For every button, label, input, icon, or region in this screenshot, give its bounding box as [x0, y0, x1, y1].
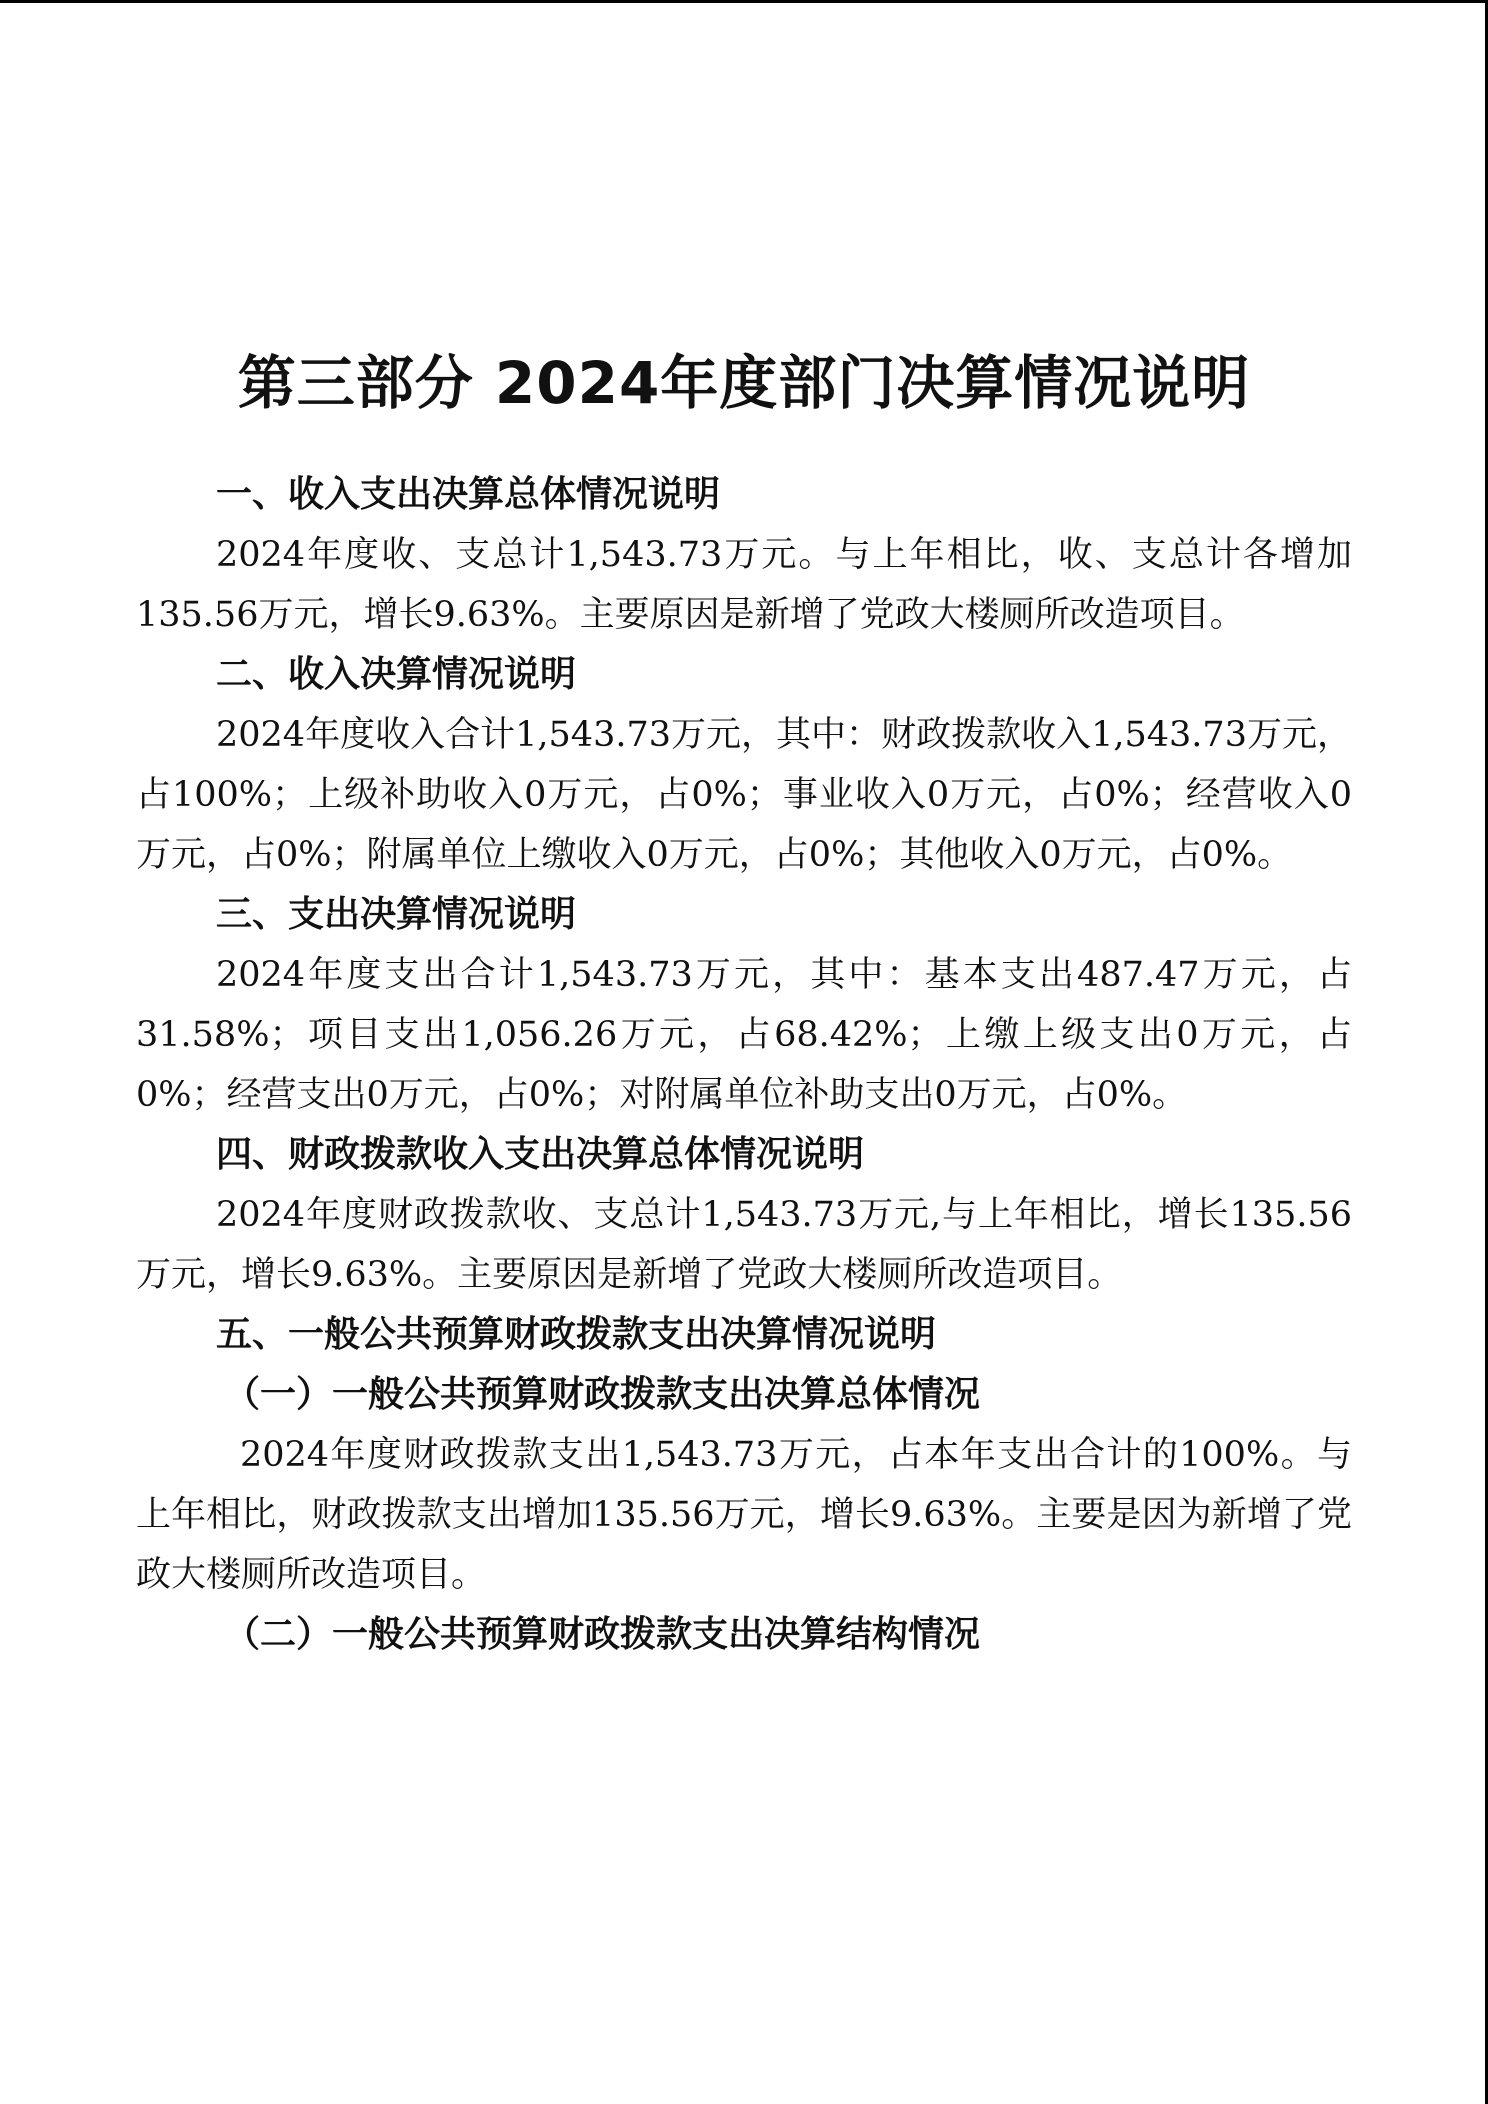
- section-heading: 四、财政拨款收入支出决算总体情况说明: [216, 1134, 865, 1175]
- subsection-heading: （二）一般公共预算财政拨款支出决算结构情况: [224, 1614, 981, 1655]
- section-1: [136, 465, 1352, 645]
- section-heading: 三、支出决算情况说明: [216, 894, 577, 935]
- section-heading: 一、收入支出决算总体情况说明: [216, 474, 721, 515]
- section-4: [136, 1125, 1352, 1305]
- section-heading: 二、收入决算情况说明: [216, 654, 577, 695]
- section-3: [136, 885, 1352, 1125]
- subsection-paragraph: 2024年度财政拨款支出1,543.73万元，占本年支出合计的100%。与上年相比，财政拨款支出增加135.56万元，增长9.63%。主要是因为新增了党政大楼厕所改造项目。: [136, 1435, 1352, 1595]
- page-title: 第三部分 2024年度部门决算情况说明: [237, 349, 1251, 417]
- section-5: [136, 1305, 1352, 1665]
- subsection-heading: （一）一般公共预算财政拨款支出决算总体情况: [224, 1374, 981, 1415]
- section-paragraph: 2024年度支出合计1,543.73万元，其中：基本支出487.47万元，占31.58%；项目支出1,056.26万元，占68.42%；上缴上级支出0万元，占0%；经营支出0万元，占0%；对附属单位补助支出0万元，占0%。: [136, 955, 1352, 1115]
- section-heading: 五、一般公共预算财政拨款支出决算情况说明: [216, 1314, 937, 1355]
- document-body: [136, 465, 1352, 1665]
- section-paragraph: 2024年度收、支总计1,543.73万元。与上年相比，收、支总计各增加135.56万元，增长9.63%。主要原因是新增了党政大楼厕所改造项目。: [136, 535, 1352, 635]
- section-paragraph: 2024年度财政拨款收、支总计1,543.73万元,与上年相比，增长135.56万元，增长9.63%。主要原因是新增了党政大楼厕所改造项目。: [136, 1195, 1352, 1295]
- section-2: [136, 645, 1352, 885]
- section-paragraph: 2024年度收入合计1,543.73万元，其中：财政拨款收入1,543.73万元，占100%；上级补助收入0万元，占0%；事业收入0万元，占0%；经营收入0万元，占0%；附属单位上缴收入0万元，占0%；其他收入0万元，占0%。: [136, 715, 1352, 875]
